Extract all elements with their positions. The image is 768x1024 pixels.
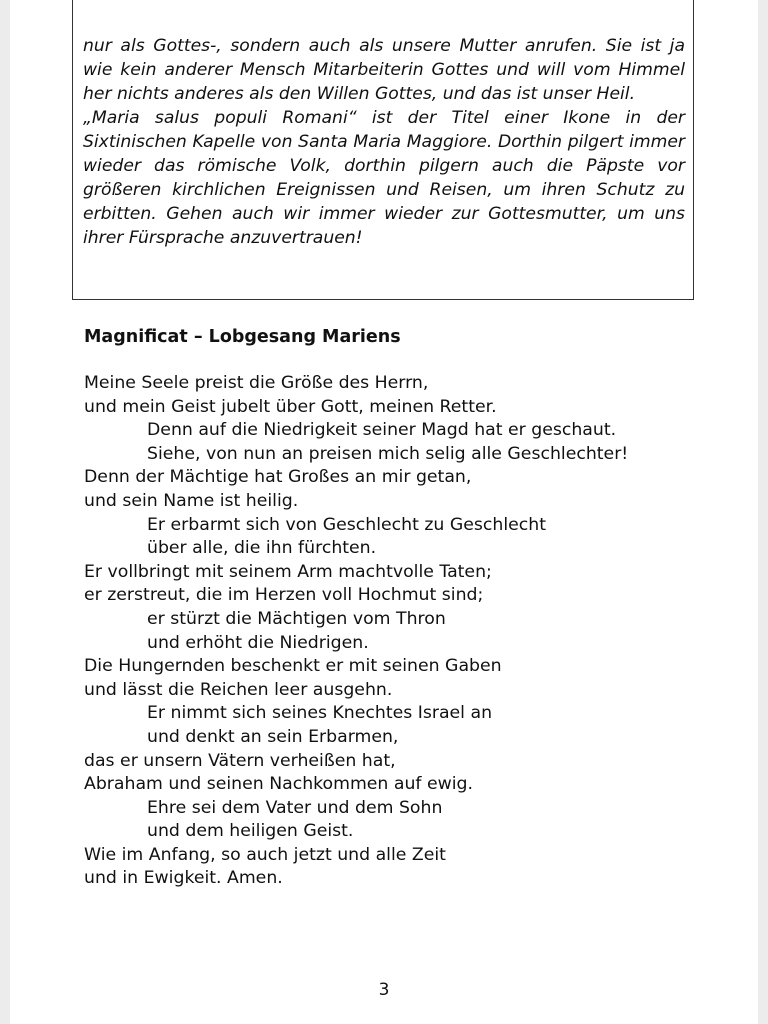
poem-line: über alle, die ihn fürchten. (147, 538, 377, 559)
section-heading: Magnificat – Lobgesang Mariens (84, 327, 401, 347)
poem-line: Siehe, von nun an preisen mich selig alle Geschlechter! (147, 443, 629, 464)
poem-line: Denn der Mächtige hat Großes an mir getan, (84, 467, 472, 488)
poem-line: Er nimmt sich seines Knechtes Israel an (147, 703, 493, 724)
poem-line: Ehre sei dem Vater und dem Sohn (147, 797, 443, 818)
poem-line: Wie im Anfang, so auch jetzt und alle Zeit (84, 844, 446, 865)
poem-line: und in Ewigkeit. Amen. (84, 868, 283, 889)
quote-box (72, 0, 694, 300)
poem-line: Denn auf die Niedrigkeit seiner Magd hat er geschaut. (147, 420, 617, 441)
document-page (10, 0, 758, 1024)
poem-line: Meine Seele preist die Größe des Herrn, (84, 373, 429, 393)
poem-line: und lässt die Reichen leer ausgehn. (84, 679, 393, 700)
poem-line: er zerstreut, die im Herzen voll Hochmut sind; (84, 585, 484, 606)
page-number: 3 (378, 980, 390, 1000)
poem-line: und dem heiligen Geist. (147, 821, 354, 842)
box-paragraph: nur als Gottes-, sondern auch als unsere Mutter anrufen. Sie ist ja wie kein anderer Mensch Mitarbeiterin Gottes und will vom Himmel her nichts anderes als den Willen Gottes, und das ist unser Heil. (83, 36, 685, 104)
poem-line: und erhöht die Niedrigen. (147, 632, 369, 653)
poem-line: Er vollbringt mit seinem Arm machtvolle Taten; (84, 561, 492, 582)
magnificat-text (84, 372, 628, 891)
poem-line: und denkt an sein Erbarmen, (147, 726, 399, 747)
quote-box-text (83, 34, 685, 250)
poem-line: Die Hungernden beschenkt er mit seinen Gaben (84, 656, 502, 677)
poem-line: Abraham und seinen Nachkommen auf ewig. (84, 774, 474, 795)
poem-line: das er unsern Vätern verheißen hat, (84, 750, 396, 771)
poem-line: Er erbarmt sich von Geschlecht zu Geschlecht (147, 514, 547, 535)
box-paragraph: „Maria salus populi Romani“ ist der Titel einer Ikone in der Sixtinischen Kapelle von Santa Maria Maggiore. Dorthin pilgert immer wieder das römische Volk, dorthin pilgern auch die Päpste vor größeren kirchlichen Ereignissen und Reisen, um ihren Schutz zu erbitten. Gehen auch wir immer wieder zur Gottesmutter, um uns ihrer Fürsprache anzuvertrauen! (83, 108, 685, 248)
poem-line: und sein Name ist heilig. (84, 490, 299, 511)
poem-line: und mein Geist jubelt über Gott, meinen Retter. (84, 396, 497, 417)
poem-line: er stürzt die Mächtigen vom Thron (147, 608, 446, 629)
